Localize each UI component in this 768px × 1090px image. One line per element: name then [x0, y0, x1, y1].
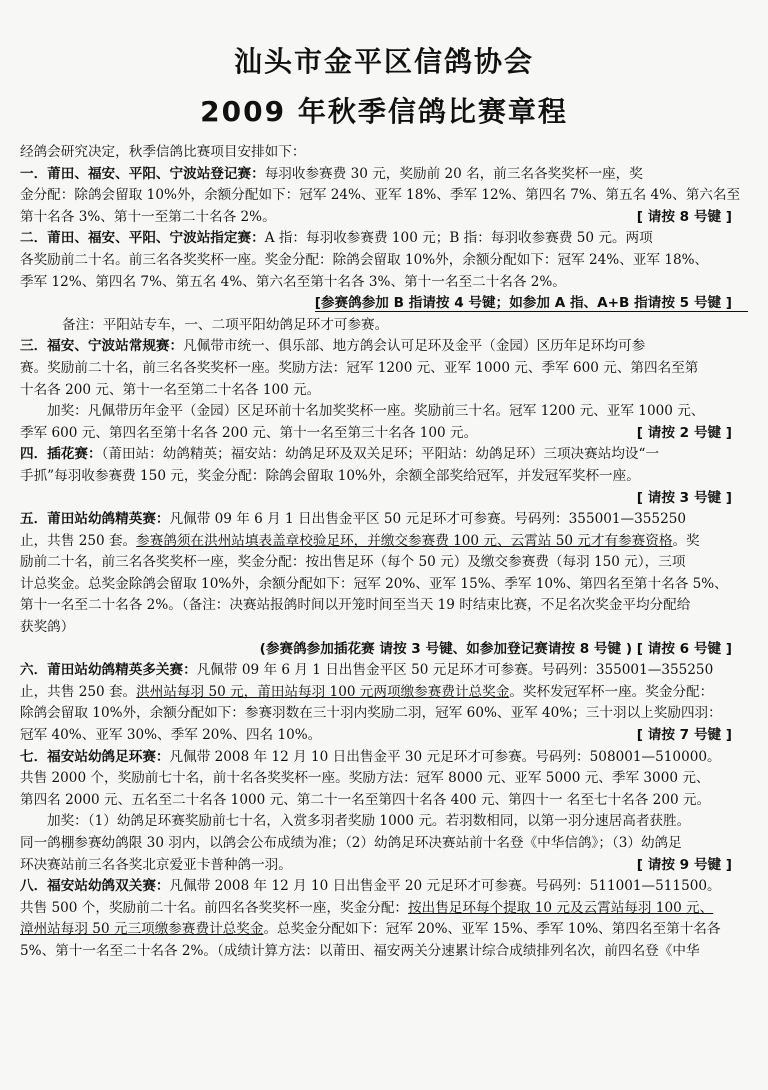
- section-3: [20, 336, 748, 444]
- section-5-underlined: 参赛鸽须在洪州站填表盖章校验足环，并缴交参赛费 100 元、云霄站 50 元才有参赛资格: [136, 532, 673, 549]
- section-4-text: 手抓”每羽收参赛费 150 元，奖金分配：除鸽会留取 10%外，余额全部奖给冠军，并发冠军奖杯一座。: [20, 467, 640, 484]
- section-1-heading: 一．莆田、福安、平阳、宁波站登记赛：: [20, 165, 265, 182]
- section-7-text: 第四名 2000 元、五名至二十名各 1000 元、第二十一名至第四十名各 400 元、第四十一 名至七十名各 200 元。: [20, 791, 711, 808]
- section-1-text: 第十名各 3%、第十一至第二十名各 2%。: [20, 208, 276, 225]
- section-8-heading: 八．福安站幼鸽双关赛：: [20, 878, 170, 895]
- section-5-text: 励前二十名，前三名各奖奖杯一座，奖金分配：按出售足环（每个 50 元）及缴交参赛费（每羽 150 元），三项: [20, 554, 686, 571]
- section-3-text: 凡佩带市统一、俱乐部、地方鸽会认可足环及金平（金园）区历年足环均可参: [183, 338, 646, 355]
- section-6: [20, 660, 748, 746]
- section-3-heading: 三．福安、宁波站常规赛：: [20, 338, 184, 355]
- section-3-text: 赛。奖励前二十名，前三名各奖奖杯一座。奖励方法：冠军 1200 元、亚军 1000 元、季军 600 元、第四名至第: [20, 359, 699, 376]
- section-7: [20, 747, 748, 877]
- key-instruction: (参赛鸽参加插花赛 请按 3 号键、如参加登记赛请按 8 号键 ) [ 请按 6 号键 ]: [259, 640, 732, 657]
- title-rules: 2009 年秋季信鸽比赛章程: [200, 95, 568, 128]
- section-2-text: 季军 12%、第四名 7%、第五名 4%、第六名至第十名各 3%、第十一名至二十名各 2%。: [20, 273, 566, 290]
- section-3-text: 季军 600 元、第四名至第十名各 200 元、第十一名至第三十名各 100 元。: [20, 424, 478, 441]
- section-8-text: 5%、第十一名至二十名各 2%。（成绩计算方法：以莆田、福安两关分速累计综合成绩排列名次，前四名登《中华: [20, 942, 700, 959]
- section-6-heading: 六．莆田站幼鸽精英多关赛：: [20, 662, 197, 679]
- section-5: [20, 509, 748, 660]
- section-2-text: 各奖励前二十名。前三名各奖奖杯一座。奖金分配：除鸽会留取 10%外，余额分配如下：冠军 24%、亚军 18%、: [20, 251, 709, 268]
- key-instruction: [ 请按 2 号键 ]: [636, 424, 732, 441]
- section-8-text: 共售 500 个，奖励前二十名。前四名各奖奖杯一座，奖金分配：: [20, 899, 409, 916]
- section-7-bonus: 加奖：（1）幼鸽足环赛奖励前七十名，入赏多羽者奖励 1000 元。若羽数相同，以第一羽分速居高者获胜。: [47, 813, 691, 830]
- section-5-text: 止，共售 250 套。: [20, 532, 137, 549]
- section-7-text: 环决赛站前三名各奖北京爱亚卡普种鸽一羽。: [20, 856, 292, 873]
- section-1: [20, 164, 748, 229]
- section-3-bonus: 加奖：凡佩带历年金平（金园）区足环前十名加奖奖杯一座。奖励前三十名。冠军 1200 元、亚军 1000 元、: [47, 403, 705, 420]
- section-2: [20, 228, 748, 336]
- section-8-underlined: 按出售足环每个提取 10 元及云霄站每羽 100 元、: [408, 899, 714, 916]
- key-instruction: [参赛鸽参加 B 指请按 4 号键；如参加 A 指、A+B 指请按 5 号键 ]: [315, 295, 748, 312]
- section-8-text: 。总奖金分配如下：冠军 20%、亚军 15%、季军 10%、第四名至第十名各: [263, 921, 721, 938]
- title-association: 汕头市金平区信鸽协会: [233, 45, 534, 78]
- section-7-text: 同一鸽棚参赛幼鸽限 30 羽内，以鸽会公布成绩为准；（2）幼鸽足环决赛站前十名登《中华信鸽》；（3）幼鸽足: [20, 835, 682, 851]
- document-body: [20, 142, 748, 963]
- section-5-text: 计总奖金。总奖金除鸽会留取 10%外，余额分配如下：冠军 20%、亚军 15%、季军 10%、第四名至第十名各 5%、: [20, 575, 728, 592]
- section-6-underlined: 洪州站每羽 50 元，莆田站每羽 100 元两项缴参赛费计总奖金: [136, 683, 510, 700]
- section-8-underlined: 漳州站每羽 50 元三项缴参赛费计总奖金: [20, 921, 264, 938]
- section-3-text: 十名各 200 元、第十一名至第二十名各 100 元。: [20, 381, 321, 398]
- section-2-heading: 二．莆田、福安、平阳、宁波站指定赛：: [20, 230, 265, 247]
- section-6-text: 止，共售 250 套。: [20, 683, 137, 700]
- section-5-text: 获奖鸽）: [20, 619, 75, 636]
- section-7-heading: 七．福安站幼鸽足环赛：: [20, 748, 170, 765]
- key-instruction: [ 请按 9 号键 ]: [636, 856, 732, 873]
- section-4: [20, 444, 748, 509]
- key-instruction: [ 请按 3 号键 ]: [636, 489, 732, 506]
- section-7-text: 凡佩带 2008 年 12 月 10 日出售金平 30 元足环才可参赛。号码列：508001—510000。: [169, 748, 721, 765]
- section-5-heading: 五．莆田站幼鸽精英赛：: [20, 511, 170, 528]
- key-instruction: [ 请按 7 号键 ]: [636, 727, 732, 744]
- section-4-text: （莆田站：幼鸽精英；福安站：幼鸽足环及双关足环；平阳站：幼鸽足环）三项决赛站均设“一: [101, 446, 660, 463]
- section-8-text: 凡佩带 2008 年 12 月 10 日出售金平 20 元足环才可参赛。号码列：511001—511500。: [169, 878, 721, 895]
- intro-line: 经鸽会研究决定，秋季信鸽比赛项目安排如下：: [20, 144, 306, 160]
- section-7-text: 共售 2000 个，奖励前七十名，前十名各奖奖杯一座。奖励方法：冠军 8000 元、亚军 5000 元、季军 3000 元、: [20, 770, 710, 787]
- section-8: [20, 876, 748, 962]
- section-5-text: 第十一名至二十名各 2%。（备注：决赛站报鸽时间以开笼时间至当天 19 时结束比赛，不足名次奖金平均分配给: [20, 597, 691, 614]
- section-2-note: 备注：平阳站专车，一、二项平阳幼鸽足环才可参赛。: [60, 315, 390, 337]
- section-6-text: 除鸽会留取 10%外，余额分配如下：参赛羽数在三十羽内奖励二羽，冠军 60%、亚军 40%；三十羽以上奖励四羽：: [20, 705, 722, 722]
- section-2-text: A 指：每羽收参赛费 100 元；B 指：每羽收参赛费 50 元。两项: [264, 230, 653, 247]
- section-1-text: 金分配：除鸽会留取 10%外，余额分配如下：冠军 24%、亚军 18%、季军 12%、第四名 7%、第五名 4%、第六名至: [20, 187, 741, 204]
- section-4-heading: 四．插花赛：: [20, 446, 102, 463]
- section-6-text: 。奖杯发冠军杯一座。奖金分配：: [509, 683, 714, 700]
- key-instruction: [ 请按 8 号键 ]: [636, 208, 732, 225]
- section-5-text: 凡佩带 09 年 6 月 1 日出售金平区 50 元足环才可参赛。号码列：355001—355250: [169, 511, 687, 528]
- section-1-text: 每羽收参赛费 30 元，奖励前 20 名，前三名各奖奖杯一座，奖: [264, 165, 643, 182]
- section-5-text: 。奖: [672, 532, 700, 549]
- section-6-text: 凡佩带 09 年 6 月 1 日出售金平区 50 元足环才可参赛。号码列：355001—355250: [196, 662, 714, 679]
- section-6-text: 冠军 40%、亚军 30%、季军 20%、四名 10%。: [20, 727, 322, 744]
